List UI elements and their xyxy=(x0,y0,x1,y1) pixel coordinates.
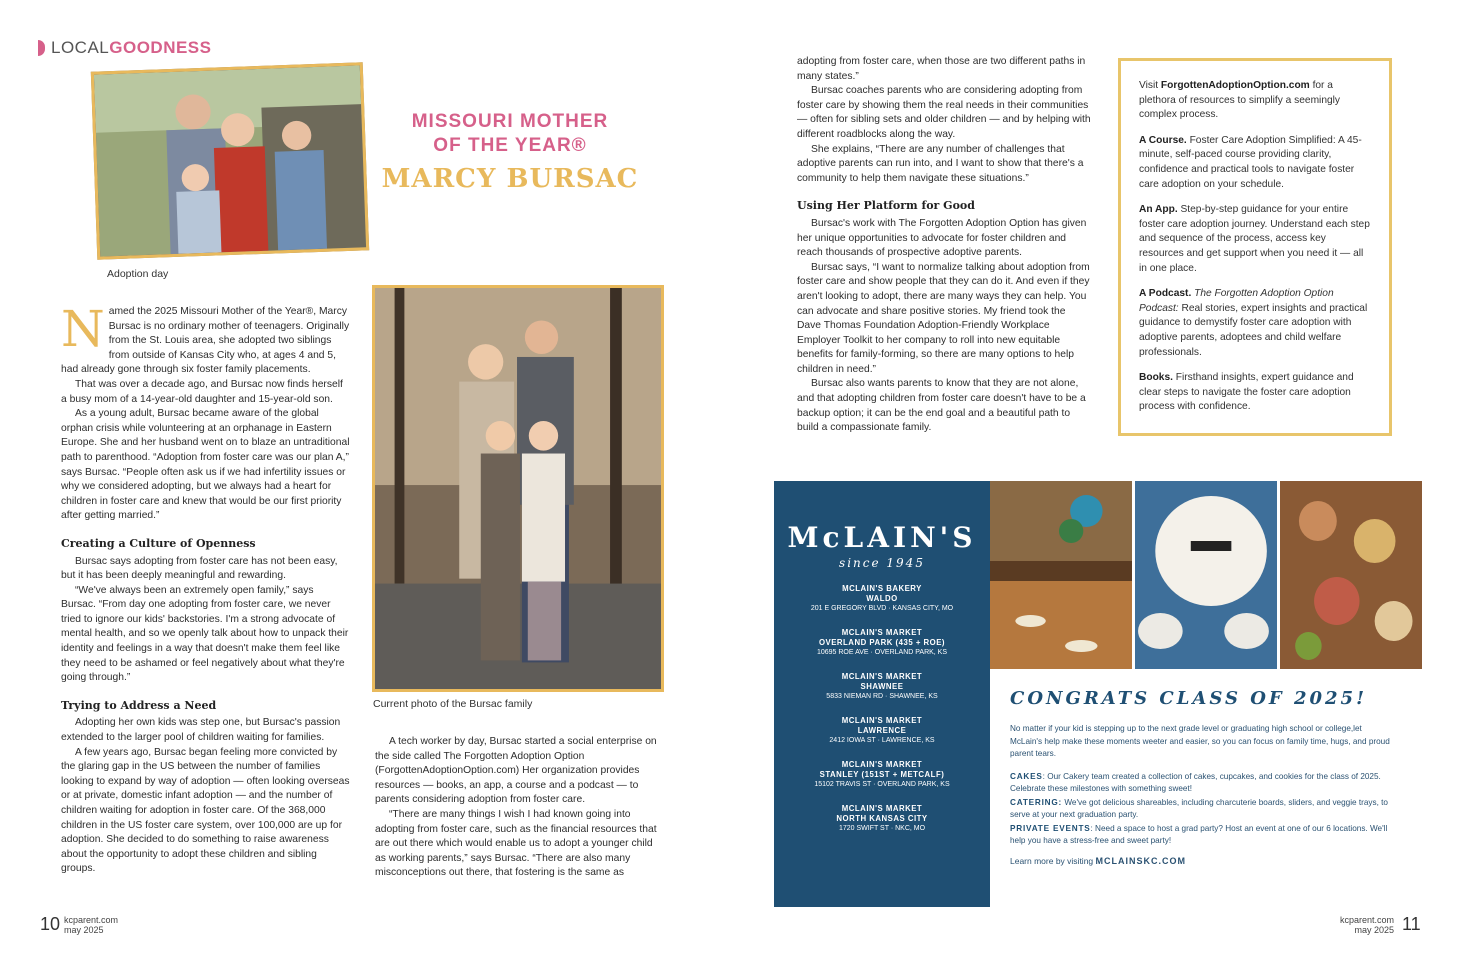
mclains-ad-panel xyxy=(774,481,990,907)
adoption-day-photo xyxy=(91,62,369,259)
subheading-platform: Using Her Platform for Good xyxy=(797,199,975,213)
article-paragraph: Adopting her own kids was step one, but Bursac's passion extended to the larger pool of children waiting for families. xyxy=(61,717,341,744)
ad-intro: No matter if your kid is stepping up to the next grade level or graduating high school or college,let McLain's help make these moments weeter and easier, so you can focus on family time, hugs, and proud parent tears. xyxy=(1010,724,1390,758)
article-paragraph: “We've always been an extremely open family,” says Bursac. “From day one adopting from foster care, we never tried to ignore our kids' backstories. I'm a strong advocate of mental health, and so we openly talk about how to unpack their identity and feelings in a way that doesn't make them feel like they need to be ashamed or feel negatively about what they're going through.” xyxy=(61,584,349,684)
article-paragraph: Bursac also wants parents to know that they are not alone, and that adopting children from foster care doesn't have to be a backup option; it can be the end goal and a beautiful path to build a compassionate family. xyxy=(797,378,1086,434)
article-paragraph: Bursac says adopting from foster care has not been easy, but it has been deeply meaningful and rewarding. xyxy=(61,555,338,582)
subheading-openness: Creating a Culture of Openness xyxy=(61,536,256,550)
sidebar-item-app: An App. Step-by-step guidance for your entire foster care adoption journey. Understand each step and sequence of the process, access key resources and get support when you need it — all in one place. xyxy=(1139,204,1370,274)
section-tag xyxy=(38,38,212,58)
article-column-3 xyxy=(797,55,1092,436)
article-paragraph: adopting from foster care, when those are two different paths in many states.” xyxy=(797,56,1086,82)
family-photo-caption: Current photo of the Bursac family xyxy=(373,698,533,710)
location-item: MCLAIN'S MARKET STANLEY (151ST + METCALF) 15102 TRAVIS ST · OVERLAND PARK, KS xyxy=(814,760,950,788)
mclains-logo: McLAIN'S xyxy=(787,521,977,554)
location-item: MCLAIN'S MARKET OVERLAND PARK (435 + ROE) 10695 ROE AVE · OVERLAND PARK, KS xyxy=(816,628,948,656)
article-headline xyxy=(380,110,640,194)
party-table-photo xyxy=(990,481,1132,669)
article-paragraph: Named the 2025 Missouri Mother of the Year®, Marcy Bursac is no ordinary mother of teenagers. Originally from the St. Louis area, she adopted two siblings from outside of Kansas City who, at ages 4 and 5, had already gone through six foster family placements. xyxy=(61,300,350,376)
headline-line2: OF THE YEAR® xyxy=(433,135,587,156)
location-item: MCLAIN'S MARKET NORTH KANSAS CITY 1720 SWIFT ST · NKC, MO xyxy=(836,804,928,832)
left-folio-site: kcparent.com may 2025 xyxy=(64,915,119,935)
sidebar-item-podcast: A Podcast. The Forgotten Adoption Option Podcast: Real stories, expert insights and practical guidance to demystify foster care adoption with adoptive parents, adoptees and child welfare professionals. xyxy=(1139,288,1368,358)
right-page-number: 11 xyxy=(1402,914,1421,934)
article-column-2 xyxy=(375,735,663,881)
right-folio-site: kcparent.com may 2025 xyxy=(1340,915,1395,935)
article-paragraph: That was over a decade ago, and Bursac now finds herself a busy mom of a 14-year-old daughter and 15-year-old son. xyxy=(61,378,343,405)
grad-cake-photo xyxy=(1135,481,1277,669)
resources-sidebar xyxy=(1118,58,1392,436)
article-paragraph: Bursac coaches parents who are considering adopting from foster care by showing them the real needs in their communities — often for sibling sets and older children — and by helping with different roadblocks along the way. xyxy=(797,85,1091,140)
mclains-since: since 1945 xyxy=(839,556,925,570)
section-tag-marker xyxy=(38,40,45,56)
left-page-number: 10 xyxy=(40,914,61,934)
family-photo xyxy=(372,285,664,692)
ad-events: PRIVATE EVENTS: Need a space to host a grad party? Host an event at one of our 6 locations. We'll help you have a stress-free and sweet party! xyxy=(1010,823,1388,845)
article-paragraph: A few years ago, Bursac began feeling more convicted by the glaring gap in the US between the number of families looking to expand by way of adoption — often looking overseas or at private, domestic infant adoption — and the number of children waiting for adoption in foster care. Of the 368,000 children in the US foster care system, over 100,000 are up for adoption. She decided to do something to raise awareness about the opportunity to adopt these children and sibling groups. xyxy=(61,746,350,875)
charcuterie-photo xyxy=(1280,481,1422,669)
drop-cap: N xyxy=(61,300,105,358)
sidebar-item-books: Books. Firsthand insights, expert guidance and clear steps to navigate the foster care adoption process with confidence. xyxy=(1139,372,1354,413)
congrats-heading: CONGRATS CLASS OF 2025! xyxy=(1010,688,1367,709)
article-paragraph: Bursac's work with The Forgotten Adoption Option has given her unique opportunities to advocate for foster children and reach thousands of prospective adoptive parents. xyxy=(797,217,1087,259)
location-item: MCLAIN'S MARKET LAWRENCE 2412 IOWA ST · LAWRENCE, KS xyxy=(829,716,935,744)
adoption-day-caption: Adoption day xyxy=(107,268,169,280)
ad-photo-strip xyxy=(990,481,1422,669)
sidebar-link[interactable]: ForgottenAdoptionOption.com xyxy=(1160,80,1310,91)
sidebar-item-course: A Course. Foster Care Adoption Simplified: A 45-minute, self-paced course providing clarity, confidence and practical tools to navigate foster care adoption on your schedule. xyxy=(1139,134,1362,190)
article-paragraph: As a young adult, Bursac became aware of the global orphan crisis while volunteering at an orphanage in Eastern Europe. She and her husband went on to blaze an untraditional path to parenthood. “Adoption from foster care was our plan A,” says Bursac. “People often ask us if we had infertility issues or why we considered adopting, but we always had a heart for children in foster care and knew that would be our first priority after getting married.” xyxy=(61,408,350,522)
article-column-1 xyxy=(61,300,351,877)
location-item: MCLAIN'S BAKERY WALDO 201 E GREGORY BLVD · KANSAS CITY, MO xyxy=(810,584,954,612)
article-paragraph: Bursac says, “I want to normalize talking about adoption from foster care and show people that they can do it. And even if they aren't looking to adopt, there are many ways they can help. You can advocate and share positive stories. My friend took the Dave Thomas Foundation Adoption-Friendly Workplace Employer Toolkit to her company to roll into new equitable benefits for family-forming, so there are many options to help children in need.” xyxy=(797,261,1090,375)
ad-link[interactable]: MCLAINSKC.COM xyxy=(1095,855,1187,866)
section-tag-bold: GOODNESS xyxy=(109,38,212,57)
ad-body xyxy=(1010,723,1396,848)
article-paragraph: She explains, “There are any number of challenges that adoptive parents can run into, and I want to show that there's a community to help them navigate these situations.” xyxy=(797,143,1084,184)
ad-cakes: CAKES: Our Cakery team created a collection of cakes, cupcakes, and cookies for the class of 2025. Celebrate these milestones with something sweet! xyxy=(1010,771,1381,793)
headline-line1: MISSOURI MOTHER xyxy=(411,111,609,132)
article-paragraph: “There are many things I wish I had known going into adopting from foster care, such as the financial resources that are out there which would enable us to adopt a younger child as working parents,” says Bursac. “There are also many misconceptions out there, that fostering is the same as xyxy=(375,808,657,879)
location-item: MCLAIN'S MARKET SHAWNEE 5833 NIEMAN RD · SHAWNEE, KS xyxy=(826,672,938,700)
ad-catering: CATERING: We've got delicious shareables, including charcuterie boards, sliders, and veggie trays, to serve at your next graduation party. xyxy=(1010,797,1388,819)
subheading-need: Trying to Address a Need xyxy=(61,698,217,712)
sidebar-intro: Visit ForgottenAdoptionOption.com for a plethora of resources to simplify a seemingly complex process. xyxy=(1139,80,1341,121)
section-tag-light: LOCAL xyxy=(51,38,110,57)
article-paragraph: A tech worker by day, Bursac started a social enterprise on the side called The Forgotten Adoption Option (ForgottenAdoptionOption.com) Her organization provides resources — books, an app, a course and a podcast — to parents considering adoption from foster care. xyxy=(375,736,657,806)
headline-name: MARCY BURSAC xyxy=(381,164,639,194)
ad-learn-more: Learn more by visiting MCLAINSKC.COM xyxy=(1010,855,1187,866)
ad-text-block xyxy=(1010,688,1396,866)
